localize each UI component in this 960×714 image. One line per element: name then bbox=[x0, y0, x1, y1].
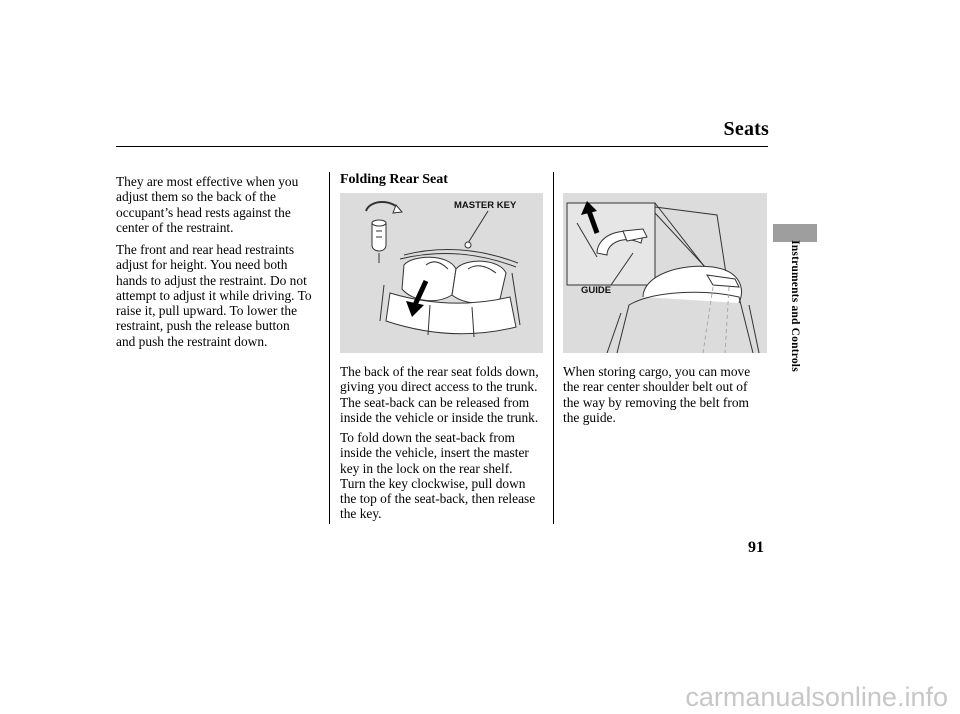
guide-label: GUIDE bbox=[581, 285, 612, 296]
page-number: 91 bbox=[748, 539, 764, 556]
head-restraint-paragraph-2: The front and rear head restraints adjust for height. You need both hands to adjust the restraint. Do not attempt to adjust it while driving. To raise it, pull upward. To lower the restraint, push the release button and push the restraint down. bbox=[116, 242, 312, 349]
section-heading: Folding Rear Seat bbox=[340, 172, 448, 187]
top-rule bbox=[116, 146, 768, 147]
belt-guide-paragraph: When storing cargo, you can move the rear center shoulder belt out of the way by removing the belt from the guide. bbox=[563, 364, 751, 425]
column-divider-left bbox=[329, 172, 330, 524]
watermark: carmanualsonline.info bbox=[685, 682, 948, 712]
head-restraint-paragraph-1: They are most effective when you adjust them so the back of the occupant’s head rests against the center of the restraint. bbox=[116, 174, 299, 235]
belt-guide-illustration bbox=[563, 193, 767, 353]
master-key-label: MASTER KEY bbox=[454, 200, 517, 211]
rear-seat-illustration bbox=[340, 193, 543, 353]
folding-seat-paragraph-1: The back of the rear seat folds down, giving you direct access to the trunk. The seat-back can be released from inside the vehicle or inside the trunk. bbox=[340, 364, 539, 425]
belt-guide-figure bbox=[563, 193, 767, 353]
rear-seat-figure bbox=[340, 193, 543, 353]
page-title: Seats bbox=[723, 118, 769, 140]
folding-seat-paragraph-2: To fold down the seat-back from inside the vehicle, insert the master key in the lock on the rear shelf. Turn the key clockwise, pull down the top of the seat-back, then release the key. bbox=[340, 430, 536, 522]
column-divider-right bbox=[553, 172, 554, 524]
section-label: Instruments and Controls bbox=[789, 240, 801, 372]
